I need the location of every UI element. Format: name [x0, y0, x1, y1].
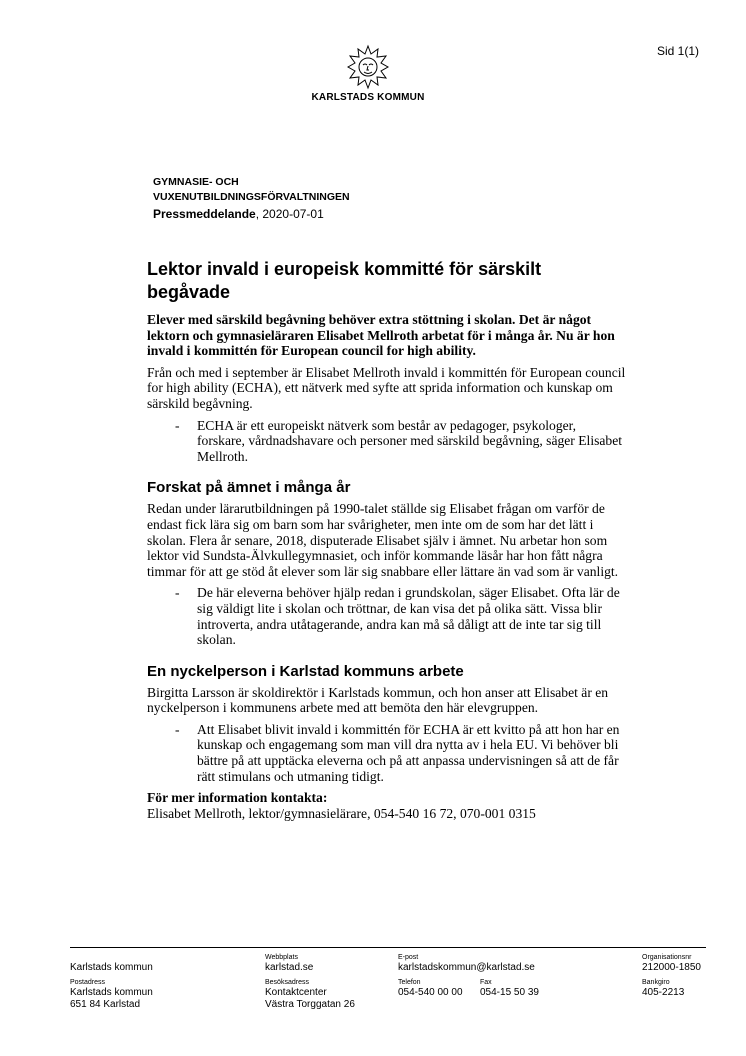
footer-orgnr — [642, 953, 701, 974]
paragraph: Birgitta Larsson är skoldirektör i Karlstads kommun, och hon anser att Elisabet är en nyckelperson i kommunens arbete med att bemöta den här elevgruppen. — [147, 684, 609, 716]
footer-phone-value: 054-540 00 00 — [398, 987, 463, 998]
dept-line-1: GYMNASIE- OCH — [153, 176, 239, 188]
page-number: Sid 1(1) — [657, 44, 700, 58]
footer-divider — [70, 947, 706, 948]
press-date: , 2020-07-01 — [255, 207, 324, 221]
footer-visit-label: Besöksadress — [265, 979, 309, 986]
footer-org-name: Karlstads kommun — [70, 962, 153, 973]
quote-block — [147, 418, 627, 465]
press-label: Pressmeddelande — [153, 207, 256, 221]
lead-paragraph: Elever med särskild begåvning behöver extra stöttning i skolan. Det är något lektorn och gymnasieläraren Elisabet Mellroth arbetat för i många år. Nu är hon invald i kommittén för European council for high ability. — [147, 312, 615, 359]
footer-email-link[interactable]: karlstadskommun@karlstad.se — [398, 962, 535, 973]
footer-web — [265, 953, 313, 974]
quote-dash: - — [175, 585, 180, 601]
footer-orgnr-label: Organisationsnr — [642, 954, 692, 961]
section-heading: Forskat på ämnet i många år — [147, 479, 351, 497]
footer-visit — [265, 978, 355, 1011]
section-heading: En nyckelperson i Karlstad kommuns arbete — [147, 662, 464, 680]
footer-email-label: E-post — [398, 954, 419, 961]
footer-fax-label: Fax — [480, 979, 492, 986]
contact-heading: För mer information kontakta: — [147, 790, 328, 806]
sun-logo-icon — [346, 44, 390, 90]
article-body — [147, 258, 627, 821]
press-release-line — [153, 207, 324, 221]
quote-block — [147, 722, 627, 784]
footer-fax — [480, 978, 539, 999]
footer-phone-label: Telefon — [398, 979, 421, 986]
article-title: Lektor invald i europeisk kommitté för särskilt begåvade — [147, 259, 542, 302]
footer-bankgiro-label: Bankgiro — [642, 979, 670, 986]
footer-bankgiro — [642, 978, 684, 999]
footer-orgnr-value: 212000-1850 — [642, 962, 701, 973]
quote-text: ECHA är ett europeiskt nätverk som består av pedagoger, psykologer, forskare, vårdnadshavare och personer med särskild begåvning, säger Elisabet Mellroth. — [197, 417, 623, 464]
footer-post-line2: 651 84 Karlstad — [70, 999, 141, 1010]
footer-email — [398, 953, 535, 974]
paragraph: Från och med i september är Elisabet Mellroth invald i kommittén för European council for high ability (ECHA), ett nätverk med syfte att sprida information och kunskap om särskild begåvning. — [147, 364, 626, 411]
quote-dash: - — [175, 721, 180, 737]
footer-bankgiro-value: 405-2213 — [642, 987, 685, 998]
paragraph: Redan under lärarutbildningen på 1990-talet ställde sig Elisabet frågan om varför de endast fick lära sig om barn som har svårigheter, men inte om de som har det lätt i skolan. Flera år senare, 2018, disputerade Elisabet själv i ämnet. Nu arbetar hon som lektor vid Sundsta-Älvkullegymnasiet, och inför kommande läsår har hon fått några timmar för att ge stöd åt elever som lär sig snabbare eller lättare än vad som är vanligt. — [147, 501, 619, 579]
municipality-logo — [300, 44, 436, 103]
footer-web-link[interactable]: karlstad.se — [265, 962, 314, 973]
org-name: KARLSTADS KOMMUN — [311, 92, 425, 103]
dept-line-2: VUXENUTBILDNINGSFÖRVALTNINGEN — [153, 191, 350, 203]
quote-block — [147, 585, 627, 647]
footer-web-label: Webbplats — [265, 954, 298, 961]
quote-dash: - — [175, 417, 180, 433]
footer-fax-value: 054-15 50 39 — [480, 987, 539, 998]
department-name — [153, 175, 350, 205]
footer-visit-line1: Kontaktcenter — [265, 987, 327, 998]
contact-text: Elisabet Mellroth, lektor/gymnasielärare, 054-540 16 72, 070-001 0315 — [147, 805, 536, 821]
quote-text: Att Elisabet blivit invald i kommittén för ECHA är ett kvitto på att hon har en kunskap och engagemang som man vill dra nytta av i hela EU. Vi behöver bli bättre på att upptäcka eleverna och på att anpassa undervisningen så att de får rätt stimulans och utmaning tidigt. — [197, 721, 620, 784]
footer-org — [70, 962, 153, 974]
quote-text: De här eleverna behöver hjälp redan i grundskolan, säger Elisabet. Ofta lär de sig väldigt lite i skolan och tröttnar, de kan visa det på olika sätt. Vissa blir introverta, andra utåtagerande, andra kan må så dåligt att de inte tar sig till skolan. — [197, 585, 620, 648]
footer-post-line1: Karlstads kommun — [70, 987, 153, 998]
contact-info — [147, 790, 627, 821]
footer-post-label: Postadress — [70, 979, 106, 986]
footer-phone — [398, 978, 463, 999]
footer-postal — [70, 978, 153, 1011]
footer-visit-line2: Västra Torggatan 26 — [265, 999, 355, 1010]
